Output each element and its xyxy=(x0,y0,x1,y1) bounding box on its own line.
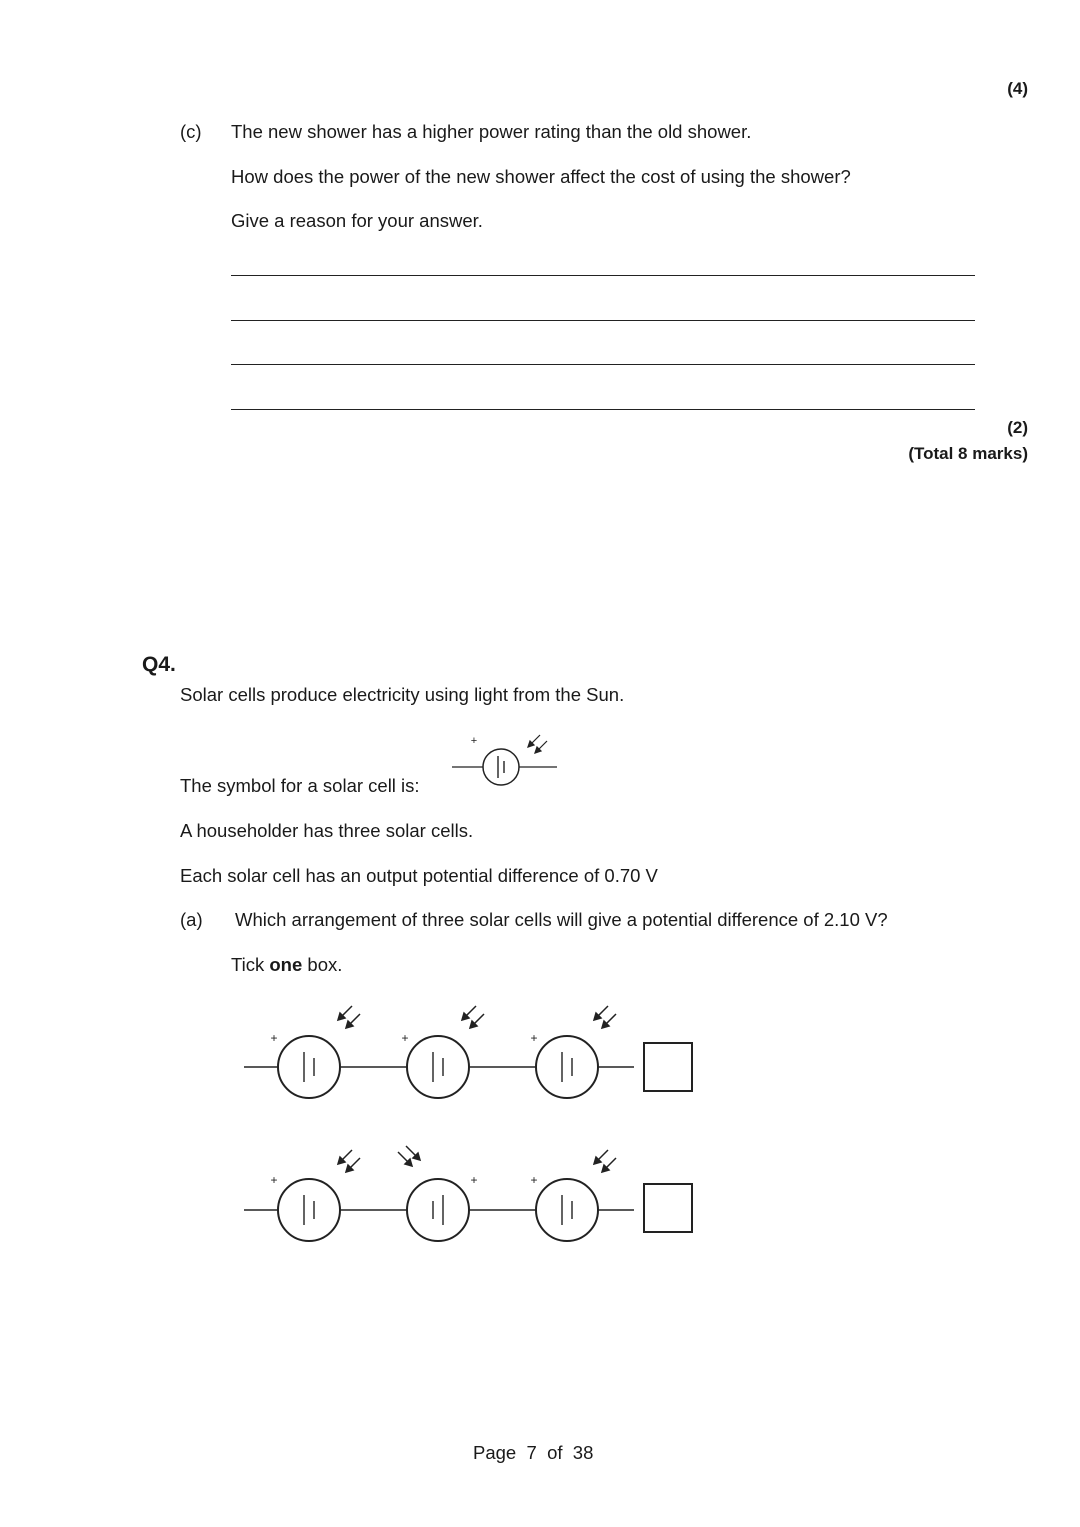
page-footer xyxy=(473,1442,593,1464)
arr2-plus-3: + xyxy=(530,1173,538,1187)
marks-4: (4) xyxy=(1007,79,1028,98)
tick-suffix: box. xyxy=(302,954,343,975)
arr2-plus-2: + xyxy=(470,1173,478,1187)
part-c-marks: (2) xyxy=(1007,418,1028,437)
of-label: of xyxy=(547,1442,563,1463)
solar-cell-symbol xyxy=(450,728,562,794)
part-c-line2: How does the power of the new shower affect the cost of using the shower? xyxy=(231,166,851,187)
arrangement-2-circuit xyxy=(240,1140,640,1250)
arr1-plus-3: + xyxy=(530,1031,538,1045)
answer-line-1[interactable] xyxy=(231,275,975,276)
polarity-plus: + xyxy=(470,735,478,747)
part-a-label: (a) xyxy=(180,909,203,930)
page-number: 7 xyxy=(526,1442,537,1463)
arr1-plus-1: + xyxy=(270,1031,278,1045)
page-total: 38 xyxy=(572,1442,594,1463)
arr2-plus-1: + xyxy=(270,1173,278,1187)
tick-prefix: Tick xyxy=(231,954,270,975)
tick-box-arrangement-2[interactable] xyxy=(643,1183,693,1233)
answer-line-3[interactable] xyxy=(231,364,975,365)
tick-box-arrangement-1[interactable] xyxy=(643,1042,693,1092)
part-c-line1: The new shower has a higher power rating than the old shower. xyxy=(231,121,752,142)
question-number: Q4. xyxy=(142,653,176,676)
page-label: Page xyxy=(473,1442,517,1463)
output-pd-text: Each solar cell has an output potential difference of 0.70 V xyxy=(180,865,658,886)
part-c-label: (c) xyxy=(180,121,202,142)
answer-line-4[interactable] xyxy=(231,409,975,410)
part-a-question: Which arrangement of three solar cells will give a potential difference of 2.10 V? xyxy=(235,909,888,930)
arr1-plus-2: + xyxy=(401,1031,409,1045)
tick-bold: one xyxy=(269,954,303,975)
part-c-line3: Give a reason for your answer. xyxy=(231,210,483,231)
tick-instruction xyxy=(231,954,342,976)
q4-intro: Solar cells produce electricity using light from the Sun. xyxy=(180,684,625,705)
answer-line-2[interactable] xyxy=(231,320,975,321)
symbol-text: The symbol for a solar cell is: xyxy=(180,775,420,796)
arrangement-1-circuit xyxy=(240,1000,640,1110)
total-marks: (Total 8 marks) xyxy=(908,444,1028,463)
householder-text: A householder has three solar cells. xyxy=(180,820,474,841)
